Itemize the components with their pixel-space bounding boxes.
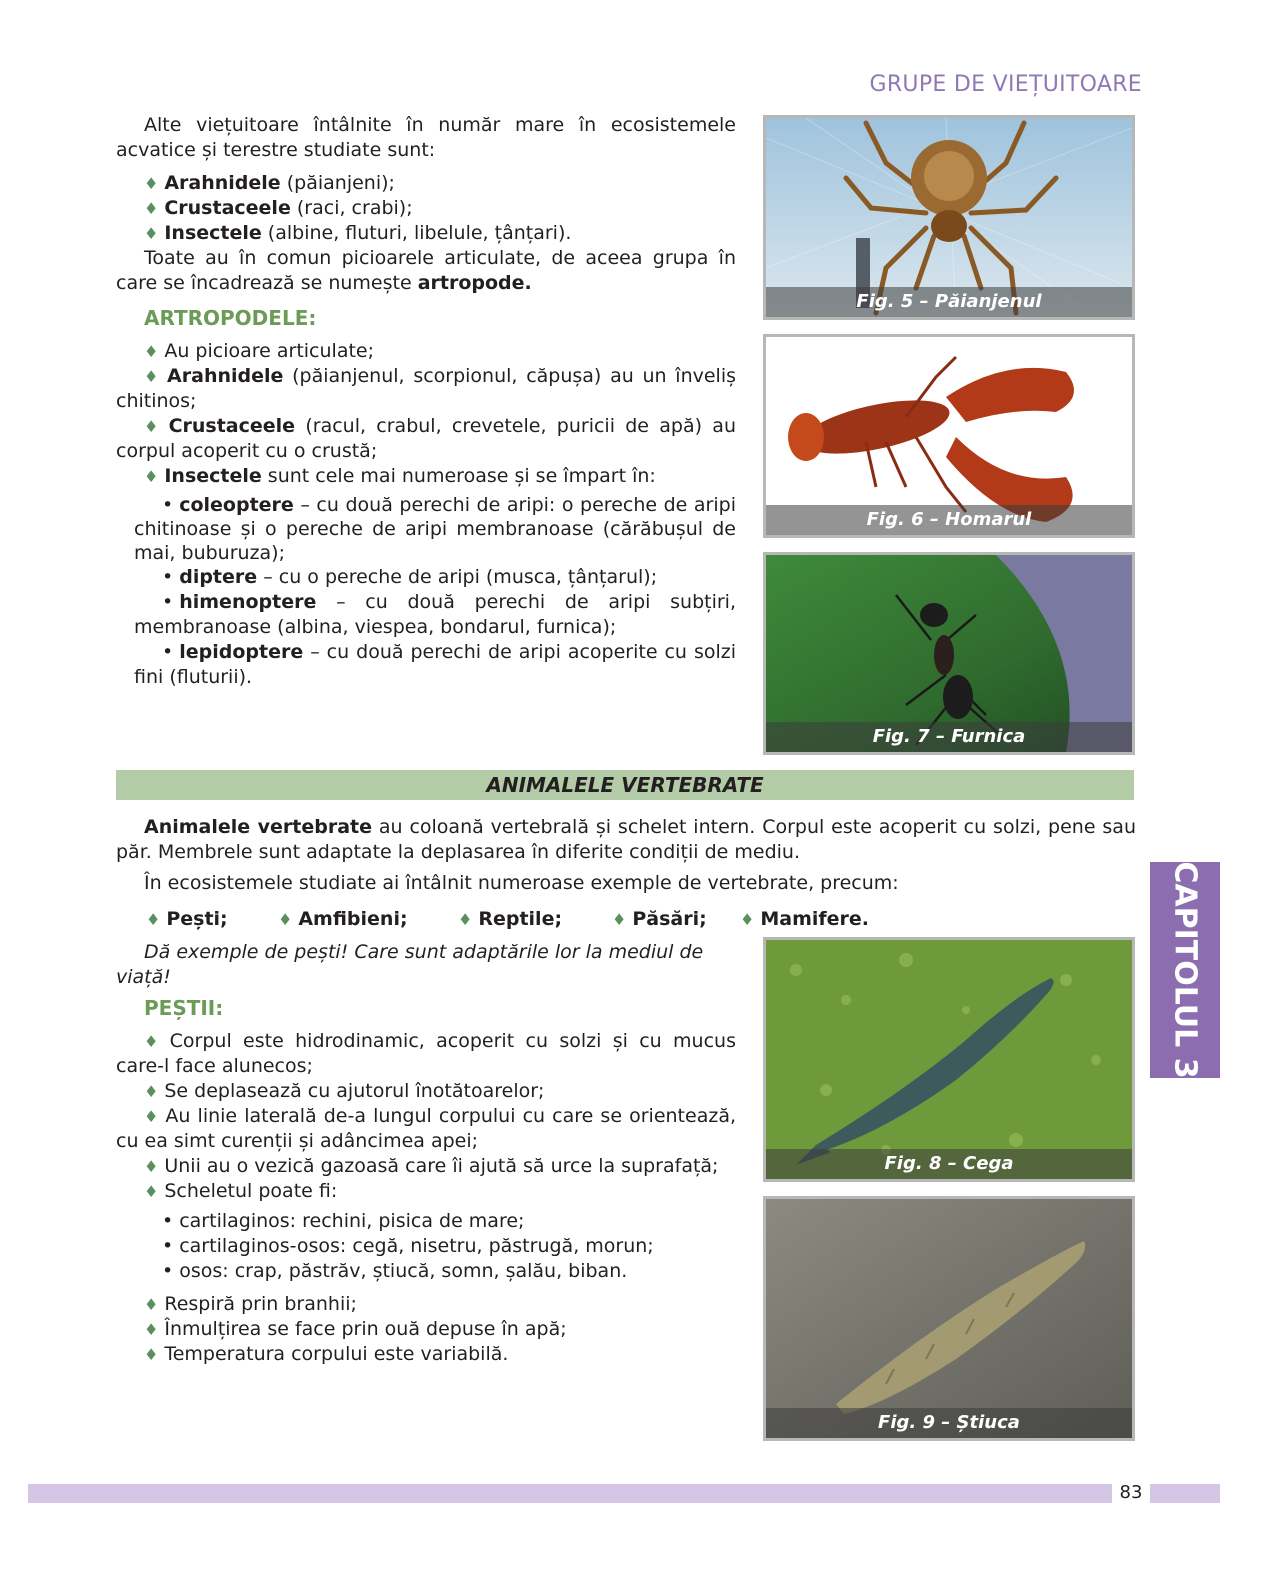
figure-caption: Fig. 5 – Păianjenul bbox=[766, 287, 1132, 317]
list-item: ♦ Crustaceele (raci, crabi); bbox=[144, 197, 413, 219]
figure-caption: Fig. 6 – Homarul bbox=[766, 505, 1132, 535]
figure-sterlet bbox=[763, 937, 1135, 1182]
diamond-bullet-icon: ♦ bbox=[144, 1320, 159, 1339]
vertebrates-paragraph: Animalele vertebrate au coloană vertebrală și schelet intern. Corpul este acoperit cu solzi, pene sau păr. Membrele sunt adaptate la deplasarea în diferite condiții de mediu. bbox=[116, 816, 1136, 863]
figure-caption: Fig. 8 – Cega bbox=[766, 1149, 1132, 1179]
diamond-bullet-icon: ♦ bbox=[144, 224, 159, 243]
diamond-bullet-icon: ♦ bbox=[144, 1082, 159, 1101]
list-item: ♦ Scheletul poate fi: bbox=[144, 1180, 338, 1202]
list-item: ♦ Au picioare articulate; bbox=[144, 340, 375, 362]
arthropods-section bbox=[116, 113, 736, 690]
dot-bullet-icon: • bbox=[162, 566, 174, 588]
dot-bullet-icon: • bbox=[162, 591, 174, 613]
list-item: ♦ Au linie laterală de-a lungul corpului cu care se orientează, cu ea simt curenții și adâncimea apei; bbox=[116, 1105, 736, 1152]
sterlet-photo bbox=[766, 940, 1132, 1179]
footer-bar bbox=[28, 1484, 1220, 1503]
dot-bullet-icon: • bbox=[162, 641, 174, 663]
skeleton-item: • cartilaginos: rechini, pisica de mare; bbox=[162, 1210, 525, 1232]
figure-lobster bbox=[763, 334, 1135, 538]
list-item: ♦ Se deplasează cu ajutorul înotătoarelor; bbox=[144, 1080, 545, 1102]
diamond-bullet-icon: ♦ bbox=[144, 1157, 159, 1176]
list-item: ♦ Corpul este hidrodinamic, acoperit cu solzi și cu mucus care-l face alunecos; bbox=[116, 1030, 736, 1077]
insect-order-item: • lepidoptere – cu două perechi de aripi acoperite cu solzi fini (fluturii). bbox=[134, 641, 736, 688]
running-header: GRUPE DE VIEȚUITOARE bbox=[869, 72, 1142, 97]
diamond-bullet-icon: ♦ bbox=[740, 910, 755, 929]
chapter-tab bbox=[1150, 862, 1220, 1078]
question-prompt: Dă exemple de pești! Care sunt adaptările lor la mediul de viață! bbox=[116, 941, 704, 988]
vertebrates-intro bbox=[116, 815, 1136, 902]
diamond-bullet-icon: ♦ bbox=[144, 174, 159, 193]
skeleton-item: • osos: crap, păstrăv, știucă, somn, șalău, biban. bbox=[162, 1260, 628, 1282]
section-heading: PEȘTII: bbox=[144, 996, 224, 1020]
group-item: ♦ Păsări; bbox=[612, 908, 707, 930]
diamond-bullet-icon: ♦ bbox=[144, 1182, 159, 1201]
page-number: 83 bbox=[1112, 1479, 1150, 1507]
diamond-bullet-icon: ♦ bbox=[144, 467, 159, 486]
list-item: ♦ Temperatura corpului este variabilă. bbox=[144, 1343, 509, 1365]
summary-paragraph: Toate au în comun picioarele articulate, de aceea grupa în care se încadrează se numește artropode. bbox=[116, 247, 736, 294]
dot-bullet-icon: • bbox=[162, 1260, 174, 1282]
figure-caption: Fig. 7 – Furnica bbox=[766, 722, 1132, 752]
insect-order-item: • himenoptere – cu două perechi de aripi subțiri, membranoase (albina, viespea, bondarul, furnica); bbox=[134, 591, 736, 638]
section-band-vertebrates: ANIMALELE VERTEBRATE bbox=[116, 770, 1134, 800]
diamond-bullet-icon: ♦ bbox=[144, 199, 159, 218]
diamond-bullet-icon: ♦ bbox=[144, 1107, 160, 1126]
list-item: ♦ Unii au o vezică gazoasă care îi ajută să urce la suprafață; bbox=[144, 1155, 719, 1177]
chapter-tab-label: CAPITOLUL 3 bbox=[1167, 861, 1203, 1079]
list-item: ♦ Insectele sunt cele mai numeroase și se împart în: bbox=[144, 465, 656, 487]
diamond-bullet-icon: ♦ bbox=[144, 1032, 164, 1051]
group-item: ♦ Reptile; bbox=[458, 908, 563, 930]
section-heading: ARTROPODELE: bbox=[144, 306, 317, 330]
diamond-bullet-icon: ♦ bbox=[278, 910, 293, 929]
dot-bullet-icon: • bbox=[162, 494, 174, 516]
list-item: ♦ Arahnidele (păianjenul, scorpionul, căpușa) au un înveliș chitinos; bbox=[116, 365, 737, 412]
figure-pike bbox=[763, 1196, 1135, 1441]
diamond-bullet-icon: ♦ bbox=[144, 417, 163, 436]
list-item: ♦ Respiră prin branhii; bbox=[144, 1293, 357, 1315]
list-item: ♦ Insectele (albine, fluturi, libelule, țânțari). bbox=[144, 222, 572, 244]
diamond-bullet-icon: ♦ bbox=[144, 1345, 159, 1364]
pike-photo bbox=[766, 1199, 1132, 1438]
figure-caption: Fig. 9 – Știuca bbox=[766, 1408, 1132, 1438]
list-item: ♦ Arahnidele (păianjeni); bbox=[144, 172, 395, 194]
fish-section bbox=[116, 940, 736, 1367]
diamond-bullet-icon: ♦ bbox=[144, 367, 162, 386]
list-item: ♦ Înmulțirea se face prin ouă depuse în apă; bbox=[144, 1318, 567, 1340]
diamond-bullet-icon: ♦ bbox=[612, 910, 627, 929]
insect-order-item: • diptere – cu o pereche de aripi (musca, țânțarul); bbox=[162, 566, 658, 588]
diamond-bullet-icon: ♦ bbox=[144, 342, 159, 361]
vertebrates-examples-intro: În ecosistemele studiate ai întâlnit numeroase exemple de vertebrate, precum: bbox=[144, 872, 899, 894]
diamond-bullet-icon: ♦ bbox=[458, 910, 473, 929]
diamond-bullet-icon: ♦ bbox=[144, 1295, 159, 1314]
group-item: ♦ Amfibieni; bbox=[278, 908, 408, 930]
skeleton-item: • cartilaginos-osos: cegă, nisetru, păstrugă, morun; bbox=[162, 1235, 654, 1257]
dot-bullet-icon: • bbox=[162, 1210, 174, 1232]
dot-bullet-icon: • bbox=[162, 1235, 174, 1257]
figure-ant bbox=[763, 552, 1135, 755]
group-item: ♦ Pești; bbox=[146, 908, 228, 930]
list-item: ♦ Crustaceele (racul, crabul, crevetele, puricii de apă) au corpul acoperit cu o crustă; bbox=[116, 415, 736, 462]
diamond-bullet-icon: ♦ bbox=[146, 910, 161, 929]
group-item: ♦ Mamifere. bbox=[740, 908, 870, 930]
figure-spider bbox=[763, 115, 1135, 320]
intro-paragraph: Alte viețuitoare întâlnite în număr mare în ecosistemele acvatice și terestre studiate sunt: bbox=[116, 114, 736, 161]
insect-order-item: • coleoptere – cu două perechi de aripi: o pereche de aripi chitinoase și o pereche de aripi membranoase (cărăbușul de mai, buburuza); bbox=[134, 494, 736, 564]
